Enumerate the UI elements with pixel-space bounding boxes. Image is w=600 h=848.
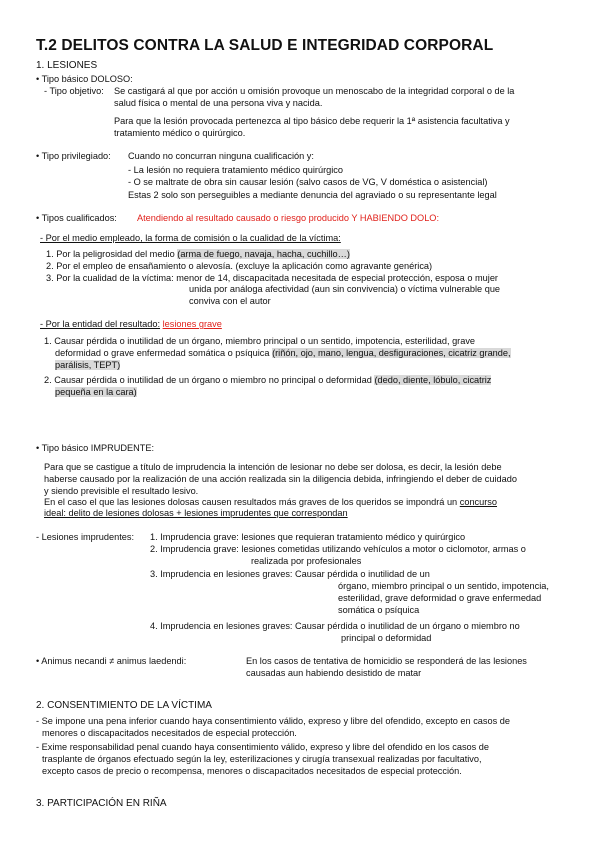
entidad-heading: - Por la entidad del resultado: [40,319,161,329]
imprudentes-item-4-line-2: principal o deformidad [341,633,432,643]
section-heading-rina: 3. PARTICIPACIÓN EN RIÑA [36,798,167,809]
imprudente-p2-line-2: ideal: delito de lesiones dolosas + lesiones imprudentes que correspondan [44,508,348,518]
medio-item-2: 2. Por el empleo de ensañamiento o alevosía. (excluye la aplicación como agravante genérica) [46,261,433,271]
entidad-item-2-line-2 [55,387,137,398]
consentimiento-bullet-1-line-2: menores o discapacitados necesitados de especial protección. [42,728,297,738]
entidad-item-1-line-2 [55,348,511,359]
para-line-2: tratamiento médico o quirúrgico. [114,128,246,138]
entidad-red-text: lesiones grave [162,319,222,329]
section-heading-consentimiento: 2. CONSENTIMIENTO DE LA VÍCTIMA [36,700,212,711]
entidad-item-1-line-2-text: deformidad o grave enfermedad somática o psíquica [55,348,270,358]
section-heading-lesiones: 1. LESIONES [36,60,98,71]
imprudentes-item-3-line-3: esterilidad, grave deformidad o grave enfermedad [338,593,542,603]
imprudentes-item-2-line-1: 2. Imprudencia grave: lesiones cometidas utilizando vehículos a motor o ciclomotor, armas o [150,544,526,554]
imprudentes-item-3-line-2: órgano, miembro principal o un sentido, impotencia, [338,581,549,591]
objetivo-line-2: salud física o mental de una persona viva y nacida. [114,98,323,108]
animus-line-2: causadas aun habiendo desistido de matar [246,668,422,678]
doloso-label: • Tipo básico DOLOSO: [36,74,133,84]
entidad-item-2-line-1-text: 2. Causar pérdida o inutilidad de un órgano o miembro no principal o deformidad [44,375,372,385]
imprudentes-item-4-line-1: 4. Imprudencia en lesiones graves: Causar pérdida o inutilidad de un órgano o miembro no [150,621,520,631]
cualificados-red-text: Atendiendo al resultado causado o riesgo producido Y HABIENDO DOLO: [137,213,440,223]
consentimiento-bullet-2-line-3: excepto casos de precio o recompensa, menores o discapacitados necesitados de especial protección. [42,766,462,776]
imprudente-p1-line-1: Para que se castigue a título de imprudencia la intención de lesionar no debe ser dolosa, es decir, la lesión debe [44,462,502,472]
para-line-1: Para que la lesión provocada pertenezca al tipo básico debe requerir la 1ª asistencia facultativa y [114,116,510,126]
imprudente-label: • Tipo básico IMPRUDENTE: [36,443,155,453]
imprudentes-item-1: 1. Imprudencia grave: lesiones que requieran tratamiento médico y quirúrgico [150,532,466,542]
entidad-item-2-line-1 [44,375,491,386]
medio-item-3-line-2: unida por análoga afectividad (aun sin convivencia) o víctima vulnerable que [189,284,501,294]
entidad-item-1-line-3 [55,360,120,371]
lesiones-imprudentes-label: - Lesiones imprudentes: [36,532,135,542]
imprudente-p2-line-1-text: En el caso el que las lesiones dolosas causen resultados más graves de los queridos se impondrá un [44,497,458,507]
medio-item-1-text: 1. Por la peligrosidad del medio [46,249,175,259]
medio-item-1 [46,249,350,260]
privilegiado-label: • Tipo privilegiado: [36,151,111,161]
entidad-item-1-line-3-highlight: parálisis, TEPT) [55,360,121,370]
cualificados-label: • Tipos cualificados: [36,213,117,223]
consentimiento-bullet-1-line-1: - Se impone una pena inferior cuando haya consentimiento válido, expreso y libre del ofendido, excepto en casos de [36,716,510,726]
animus-label: • Animus necandi ≠ animus laedendi: [36,656,187,666]
privilegiado-bullet-2: - O se maltrate de obra sin causar lesión (salvo casos de VG, V doméstica o asistencial) [128,177,488,187]
imprudentes-item-3-line-1: 3. Imprudencia en lesiones graves: Causar pérdida o inutilidad de un [150,569,430,579]
consentimiento-bullet-2-line-2: trasplante de órganos efectuado según la ley, esterilizaciones y cirugía transexual realizadas por facultativo, [42,754,482,764]
medio-item-3-line-3: conviva con el autor [189,296,271,306]
imprudente-p2-line-1 [44,497,497,508]
medio-item-1-highlight: (arma de fuego, navaja, hacha, cuchillo…) [177,249,350,259]
objetivo-prefix: - Tipo objetivo: [44,86,104,96]
entidad-heading-row [40,319,222,330]
privilegiado-bullet-1: - La lesión no requiera tratamiento médico quirúrgico [128,165,344,175]
entidad-item-1-line-1: 1. Causar pérdida o inutilidad de un órgano, miembro principal o un sentido, impotencia, esterilidad, grave [44,336,476,346]
entidad-item-1-line-2-highlight: (riñón, ojo, mano, lengua, desfiguraciones, cicatriz grande, [272,348,511,358]
imprudentes-item-2-line-2: realizada por profesionales [251,556,362,566]
medio-item-3-line-1: 3. Por la cualidad de la víctima: menor de 14, discapacitada necesitada de especial protección, esposa o mujer [46,273,498,283]
imprudente-p1-line-3: y siendo previsible el resultado lesivo. [44,486,199,496]
privilegiado-text: Cuando no concurran ninguna cualificación y: [128,151,314,161]
animus-line-1: En los casos de tentativa de homicidio se responderá de las lesiones [246,656,527,666]
medio-heading: - Por el medio empleado, la forma de comisión o la cualidad de la víctima: [40,233,341,243]
imprudente-p1-line-2: haberse causado por la realización de una acción realizada sin la diligencia debida, infringiendo el deber de cuidado [44,474,517,484]
objetivo-line-1: Se castigará al que por acción u omisión provoque un menoscabo de la integridad corporal o de la [114,86,515,96]
imprudentes-item-3-line-4: somática o psíquica [338,605,420,615]
entidad-item-2-line-1-highlight: (dedo, diente, lóbulo, cicatriz [374,375,492,385]
page-title: T.2 DELITOS CONTRA LA SALUD E INTEGRIDAD CORPORAL [36,37,494,54]
imprudente-p2-line-1-underline: concurso [459,497,498,507]
privilegiado-note: Estas 2 solo son perseguibles a mediante denuncia del agraviado o su representante legal [128,190,497,200]
consentimiento-bullet-2-line-1: - Exime responsabilidad penal cuando haya consentimiento válido, expreso y libre del ofendido en los casos de [36,742,490,752]
entidad-item-2-line-2-highlight: pequeña en la cara) [55,387,137,397]
